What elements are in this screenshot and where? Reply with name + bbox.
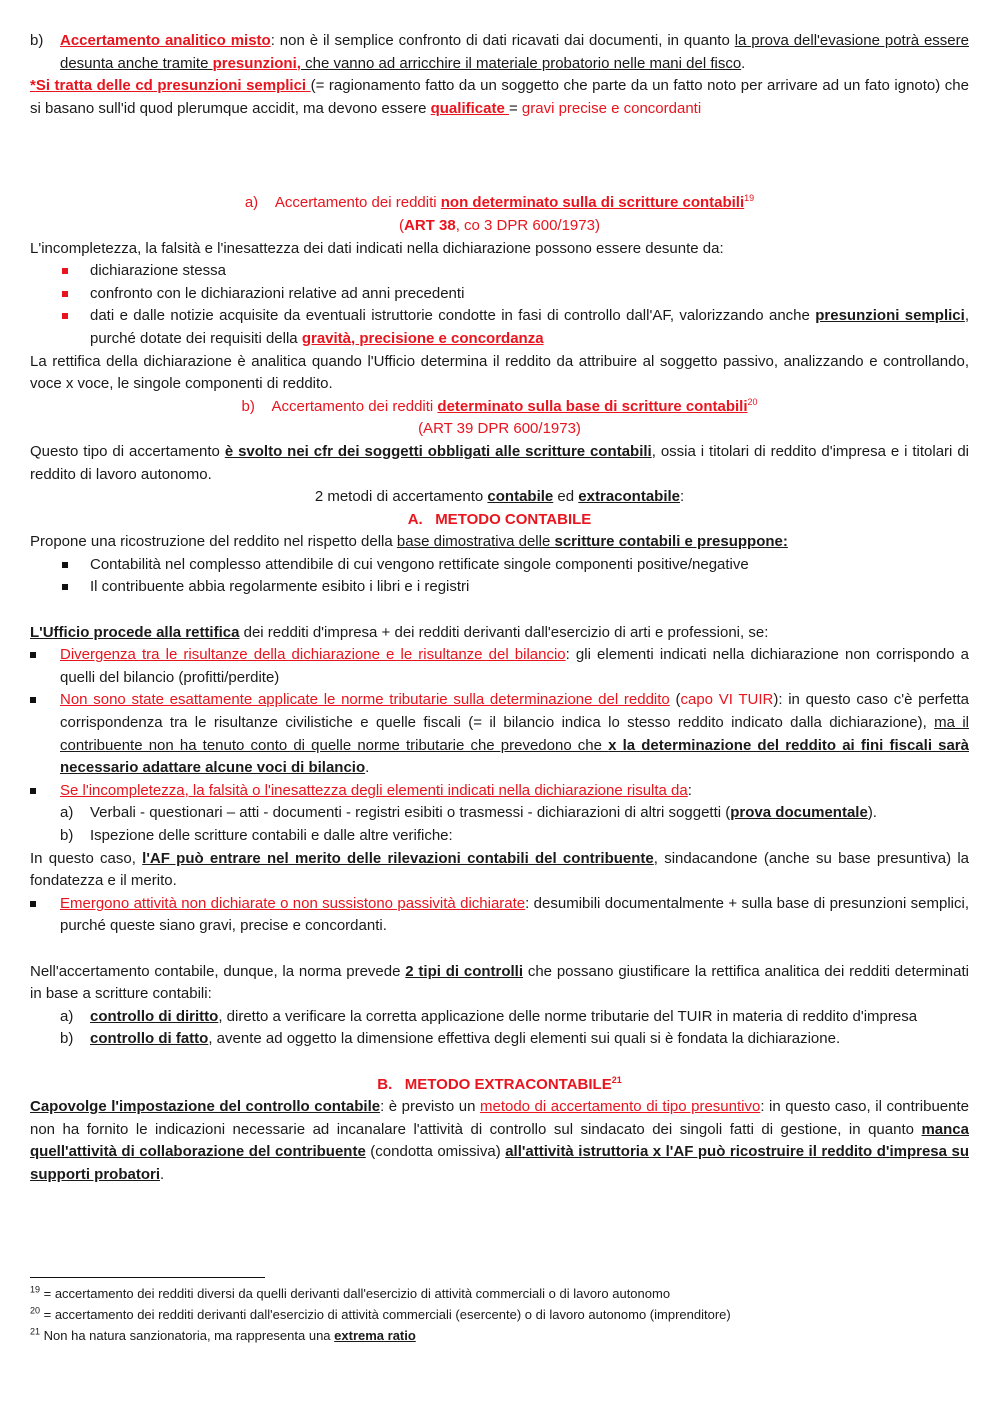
list-item: Non sono state esattamente applicate le norme tributarie sulla determinazione del reddito (capo VI TUIR): in questo caso c'è perfetta corrispondenza tra le risultanze civilistiche e quelle fiscali (= il bilancio indica lo stesso reddito indicato dalla dichiarazione), ma il contribuente non ha tenuto conto di quelle norme tributarie che prevedono che x la determinazione del reddito ai fini fiscali sarà necessario adattare alcune voci di bilancio. <box>30 689 969 779</box>
footnote-ref-19: 19 <box>744 193 755 204</box>
list-item: a) Verbali - questionari – atti - documenti - registri esibiti o trasmessi - dichiarazioni di altri soggetti (prova documentale). <box>60 804 877 822</box>
term-qualificate: qualificate <box>430 99 509 117</box>
paragraph-capovolge: Capovolge l'impostazione del controllo contabile: è previsto un metodo di accertamento di tipo presuntivo: in questo caso, il contribuente non ha fornito le indicazioni necessarie ad incanalare l'attività di controllo sul sindacato dei singoli fatti di gestione, in quanto manca quell'attività di collaborazione del contribuente (condotta omissiva) all'attività istruttoria x l'AF può ricostruire il reddito d'impresa su supporti probatori. <box>30 1098 969 1183</box>
heading-accertamento-non-contabile: a) Accertamento dei redditi non determinato sulla di scritture contabili$^{19}$ <box>244 193 755 212</box>
list-item: Il contribuente abbia regolarmente esibito i libri e i registri <box>30 576 969 599</box>
heading-metodo-contabile: A. METODO CONTABILE <box>407 510 592 528</box>
term-analitico-misto: Accertamento analitico misto <box>60 32 271 49</box>
footnote-ref-21: 21 <box>611 1074 622 1085</box>
paragraph-analitico-misto: b) Accertamento analitico misto: non è il semplice confronto di dati ricavati dai documenti, in quanto la prova dell'evasione potrà essere desunta anche tramite presunzioni, che vanno ad arricchire il materiale probatorio nelle mani del fisco. <box>30 30 969 75</box>
paragraph-incompletezza: L'incompletezza, la falsità e l'inesattezza dei dati indicati nella dichiarazione possono essere desunte da: <box>30 239 724 257</box>
term-presunzioni: presunzioni, <box>212 54 301 72</box>
footnote-20: $^{20}$ = accertamento dei redditi derivanti dall'esercizio di attività commerciali (esercente) o di lavoro autonomo (imprenditore) <box>30 1305 731 1322</box>
heading-metodo-extracontabile: B. METODO EXTRACONTABILE$^{21}$ <box>377 1074 622 1093</box>
paragraph-questo-tipo: Questo tipo di accertamento è svolto nei cfr dei soggetti obbligati alle scritture contabili, ossia i titolari di reddito d'impresa e i titolari di reddito di lavoro autonomo. <box>30 442 969 483</box>
list-item: Emergono attività non dichiarate o non sussistono passività dichiarate: desumibili documentalmente + sulla base di presunzioni semplici, purché queste siano gravi, precise e concordanti. <box>30 893 969 938</box>
paragraph-metodi: 2 metodi di accertamento contabile ed extracontabile: <box>314 488 685 506</box>
footnote-19: $^{19}$ = accertamento dei redditi diversi da quelli derivanti dall'esercizio di attività commerciali o di lavoro autonomo <box>30 1284 671 1301</box>
heading-art-38: (ART 38, co 3 DPR 600/1973) <box>399 216 600 234</box>
paragraph-presunzioni-semplici: *Si tratta delle cd presunzioni semplici (= ragionamento fatto da un soggetto che parte da un fatto noto per arrivare ad un fato ignoto) che si basano sull'id quod plerumque accidit, ma devono essere qualificate = gravi precise e concordanti <box>30 77 969 117</box>
document-page <box>30 30 969 1187</box>
paragraph-controlli: Nell'accertamento contabile, dunque, la norma prevede 2 tipi di controlli che possano giustificare la rettifica analitica dei redditi determinati in base a scritture contabili: <box>30 962 969 1003</box>
list-item: dichiarazione stessa <box>30 260 969 283</box>
paragraph-propone: Propone una ricostruzione del reddito nel rispetto della base dimostrativa delle scritture contabili e presuppone: <box>30 533 788 551</box>
list-item: b) controllo di fatto, avente ad oggetto la dimensione effettiva degli elementi sui quali si è fondata la dichiarazione. <box>60 1030 841 1048</box>
list-item: Divergenza tra le risultanze della dichiarazione e le risultanze del bilancio: gli elementi indicati nella dichiarazione non corrispondo a quelli del bilancio (profitti/perdite) <box>30 644 969 689</box>
paragraph-rettifica: La rettifica della dichiarazione è analitica quando l'Ufficio determina il reddito da attribuire al soggetto passivo, analizzando e controllando, voce x voce, le singole componenti di reddito. <box>30 352 969 393</box>
list-item: Se l'incompletezza, la falsità o l'inesattezza degli elementi indicati nella dichiarazione risulta da: <box>30 780 969 803</box>
footnote-ref-20: 20 <box>747 396 758 407</box>
list-item: dati e dalle notizie acquisite da eventuali istruttorie condotte in fasi di controllo dall'AF, valorizzando anche presunzioni semplici, purché dotate dei requisiti della gravità, precisione e concordanza <box>30 305 969 350</box>
footnote-separator <box>30 1277 265 1278</box>
list-item: a) controllo di diritto, diretto a verificare la corretta applicazione delle norme tributarie del TUIR in materia di reddito d'impresa <box>60 1007 918 1025</box>
list-item: Contabilità nel complesso attendibile di cui vengono rettificate singole componenti positive/negative <box>30 554 969 577</box>
paragraph-in-questo-caso: In questo caso, l'AF può entrare nel merito delle rilevazioni contabili del contribuente, sindacandone (anche su base presuntiva) la fondatezza e il merito. <box>30 849 969 890</box>
paragraph-ufficio: L'Ufficio procede alla rettifica dei redditi d'impresa + dei redditi derivanti dall'esercizio di arti e professioni, se: <box>30 623 769 641</box>
list-item: confronto con le dichiarazioni relative ad anni precedenti <box>30 283 969 306</box>
list-marker: b) <box>30 32 44 49</box>
footnote-21: $^{21}$ Non ha natura sanzionatoria, ma rappresenta una extrema ratio <box>30 1326 416 1343</box>
heading-accertamento-contabile: b) Accertamento dei redditi determinato sulla base di scritture contabili$^{20}$ <box>241 396 758 415</box>
heading-art-39: (ART 39 DPR 600/1973) <box>418 420 581 438</box>
list-item: b) Ispezione delle scritture contabili e dalle altre verifiche: <box>60 827 453 844</box>
